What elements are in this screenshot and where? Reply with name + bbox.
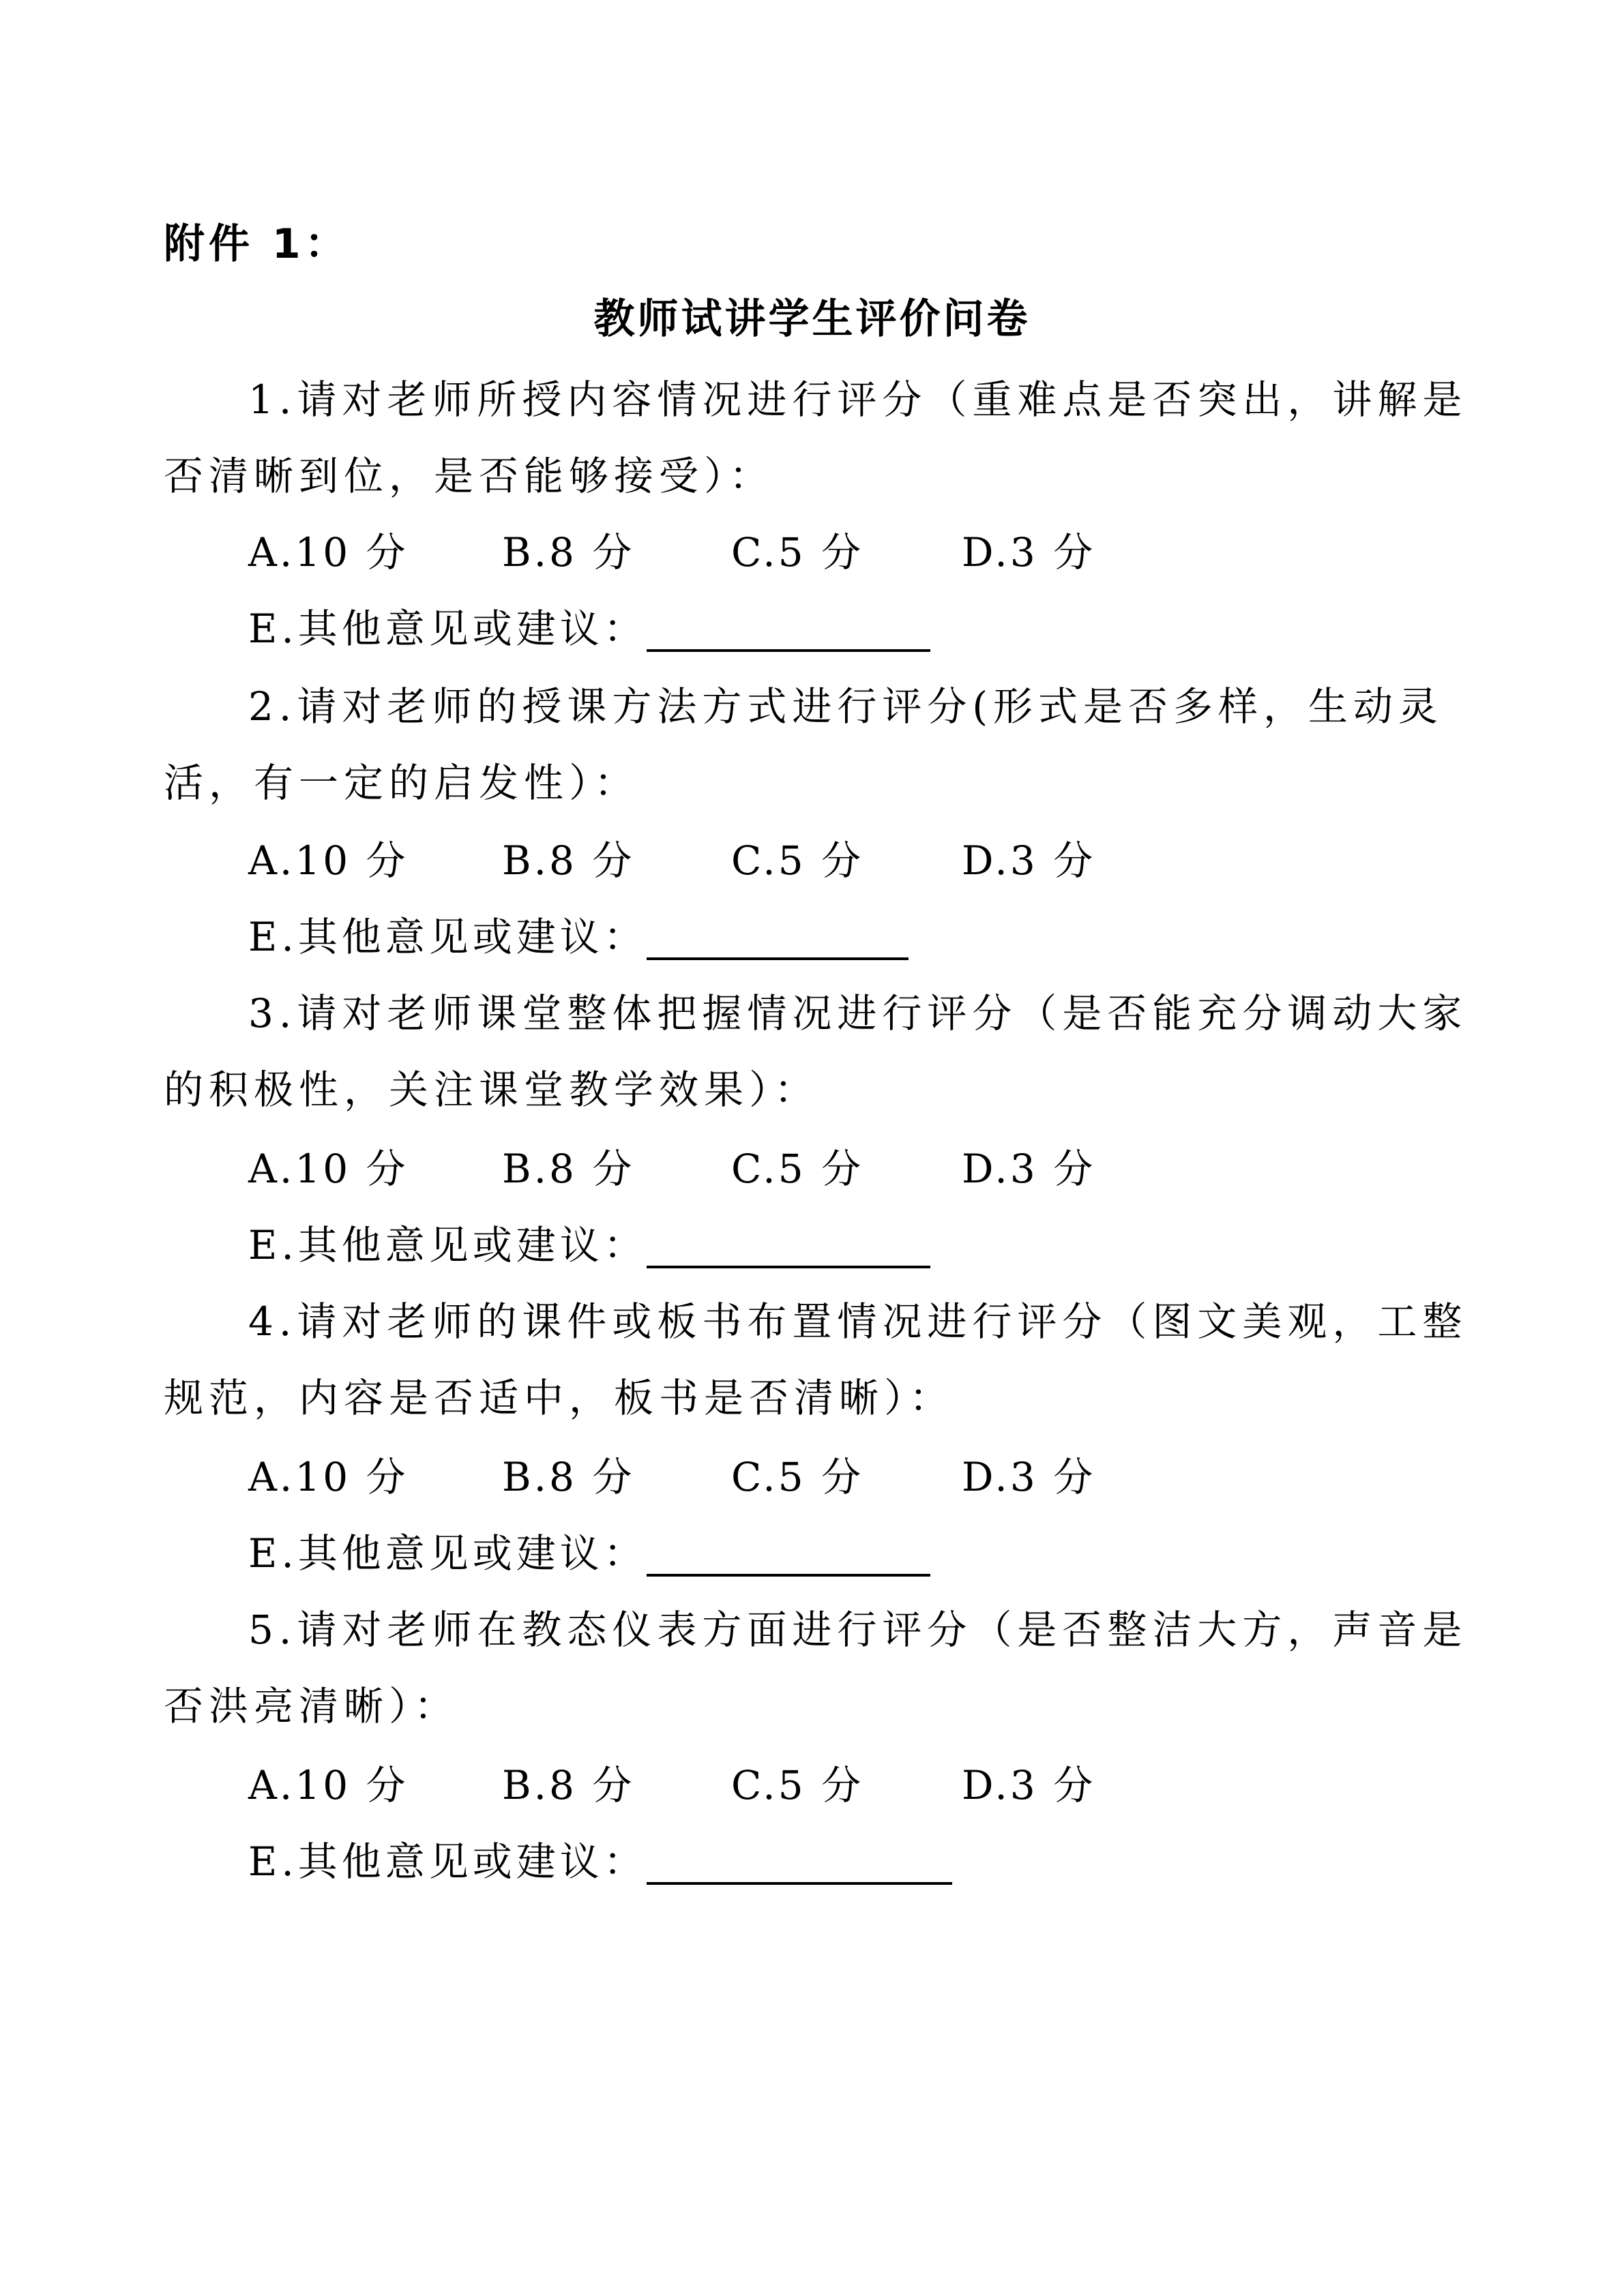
option-a[interactable]: A.10 分 bbox=[248, 529, 409, 576]
option-d[interactable]: D.3 分 bbox=[962, 1146, 1096, 1192]
attachment-label: 附件 1： bbox=[164, 220, 350, 268]
option-c[interactable]: C.5 分 bbox=[731, 837, 864, 884]
option-b[interactable]: B.8 分 bbox=[502, 1146, 635, 1192]
other-label: E.其他意见或建议： bbox=[248, 1530, 647, 1577]
other-label: E.其他意见或建议： bbox=[248, 1838, 647, 1885]
option-a[interactable]: A.10 分 bbox=[248, 1454, 409, 1500]
option-c[interactable]: C.5 分 bbox=[731, 1762, 864, 1808]
option-c[interactable]: C.5 分 bbox=[731, 529, 864, 576]
suggestion-blank[interactable] bbox=[647, 1882, 952, 1885]
question-3-other bbox=[248, 1218, 647, 1272]
question-1-other bbox=[248, 601, 647, 656]
other-label: E.其他意见或建议： bbox=[248, 914, 647, 960]
option-a[interactable]: A.10 分 bbox=[248, 1762, 409, 1808]
question-4-other bbox=[248, 1526, 647, 1581]
suggestion-blank[interactable] bbox=[647, 1266, 930, 1268]
suggestion-blank[interactable] bbox=[647, 649, 930, 652]
suggestion-blank[interactable] bbox=[647, 957, 909, 960]
question-4-text: 4.请对老师的课件或板书布置情况进行评分（图文美观，工整规范，内容是否适中，板书是否清晰）： bbox=[164, 1298, 1468, 1421]
option-d[interactable]: D.3 分 bbox=[962, 1762, 1096, 1808]
question-2-other bbox=[248, 910, 647, 964]
page-title: 教师试讲学生评价问卷 bbox=[593, 295, 1031, 343]
option-b[interactable]: B.8 分 bbox=[502, 1762, 635, 1808]
other-label: E.其他意见或建议： bbox=[248, 606, 647, 652]
question-2-text: 2.请对老师的授课方法方式进行评分(形式是否多样，生动灵活，有一定的启发性）： bbox=[164, 683, 1443, 806]
option-a[interactable]: A.10 分 bbox=[248, 837, 409, 884]
option-b[interactable]: B.8 分 bbox=[502, 529, 635, 576]
suggestion-blank[interactable] bbox=[647, 1574, 930, 1577]
option-d[interactable]: D.3 分 bbox=[962, 1454, 1096, 1500]
option-c[interactable]: C.5 分 bbox=[731, 1454, 864, 1500]
question-1-text: 1.请对老师所授内容情况进行评分（重难点是否突出，讲解是否清晰到位，是否能够接受）： bbox=[164, 376, 1468, 499]
question-5-text: 5.请对老师在教态仪表方面进行评分（是否整洁大方，声音是否洪亮清晰）： bbox=[164, 1607, 1468, 1729]
option-d[interactable]: D.3 分 bbox=[962, 529, 1096, 576]
option-b[interactable]: B.8 分 bbox=[502, 837, 635, 884]
option-d[interactable]: D.3 分 bbox=[962, 837, 1096, 884]
other-label: E.其他意见或建议： bbox=[248, 1222, 647, 1268]
option-b[interactable]: B.8 分 bbox=[502, 1454, 635, 1500]
question-5-other bbox=[248, 1834, 647, 1889]
question-3-text: 3.请对老师课堂整体把握情况进行评分（是否能充分调动大家的积极性，关注课堂教学效果）： bbox=[164, 990, 1468, 1113]
option-c[interactable]: C.5 分 bbox=[731, 1146, 864, 1192]
option-a[interactable]: A.10 分 bbox=[248, 1146, 409, 1192]
